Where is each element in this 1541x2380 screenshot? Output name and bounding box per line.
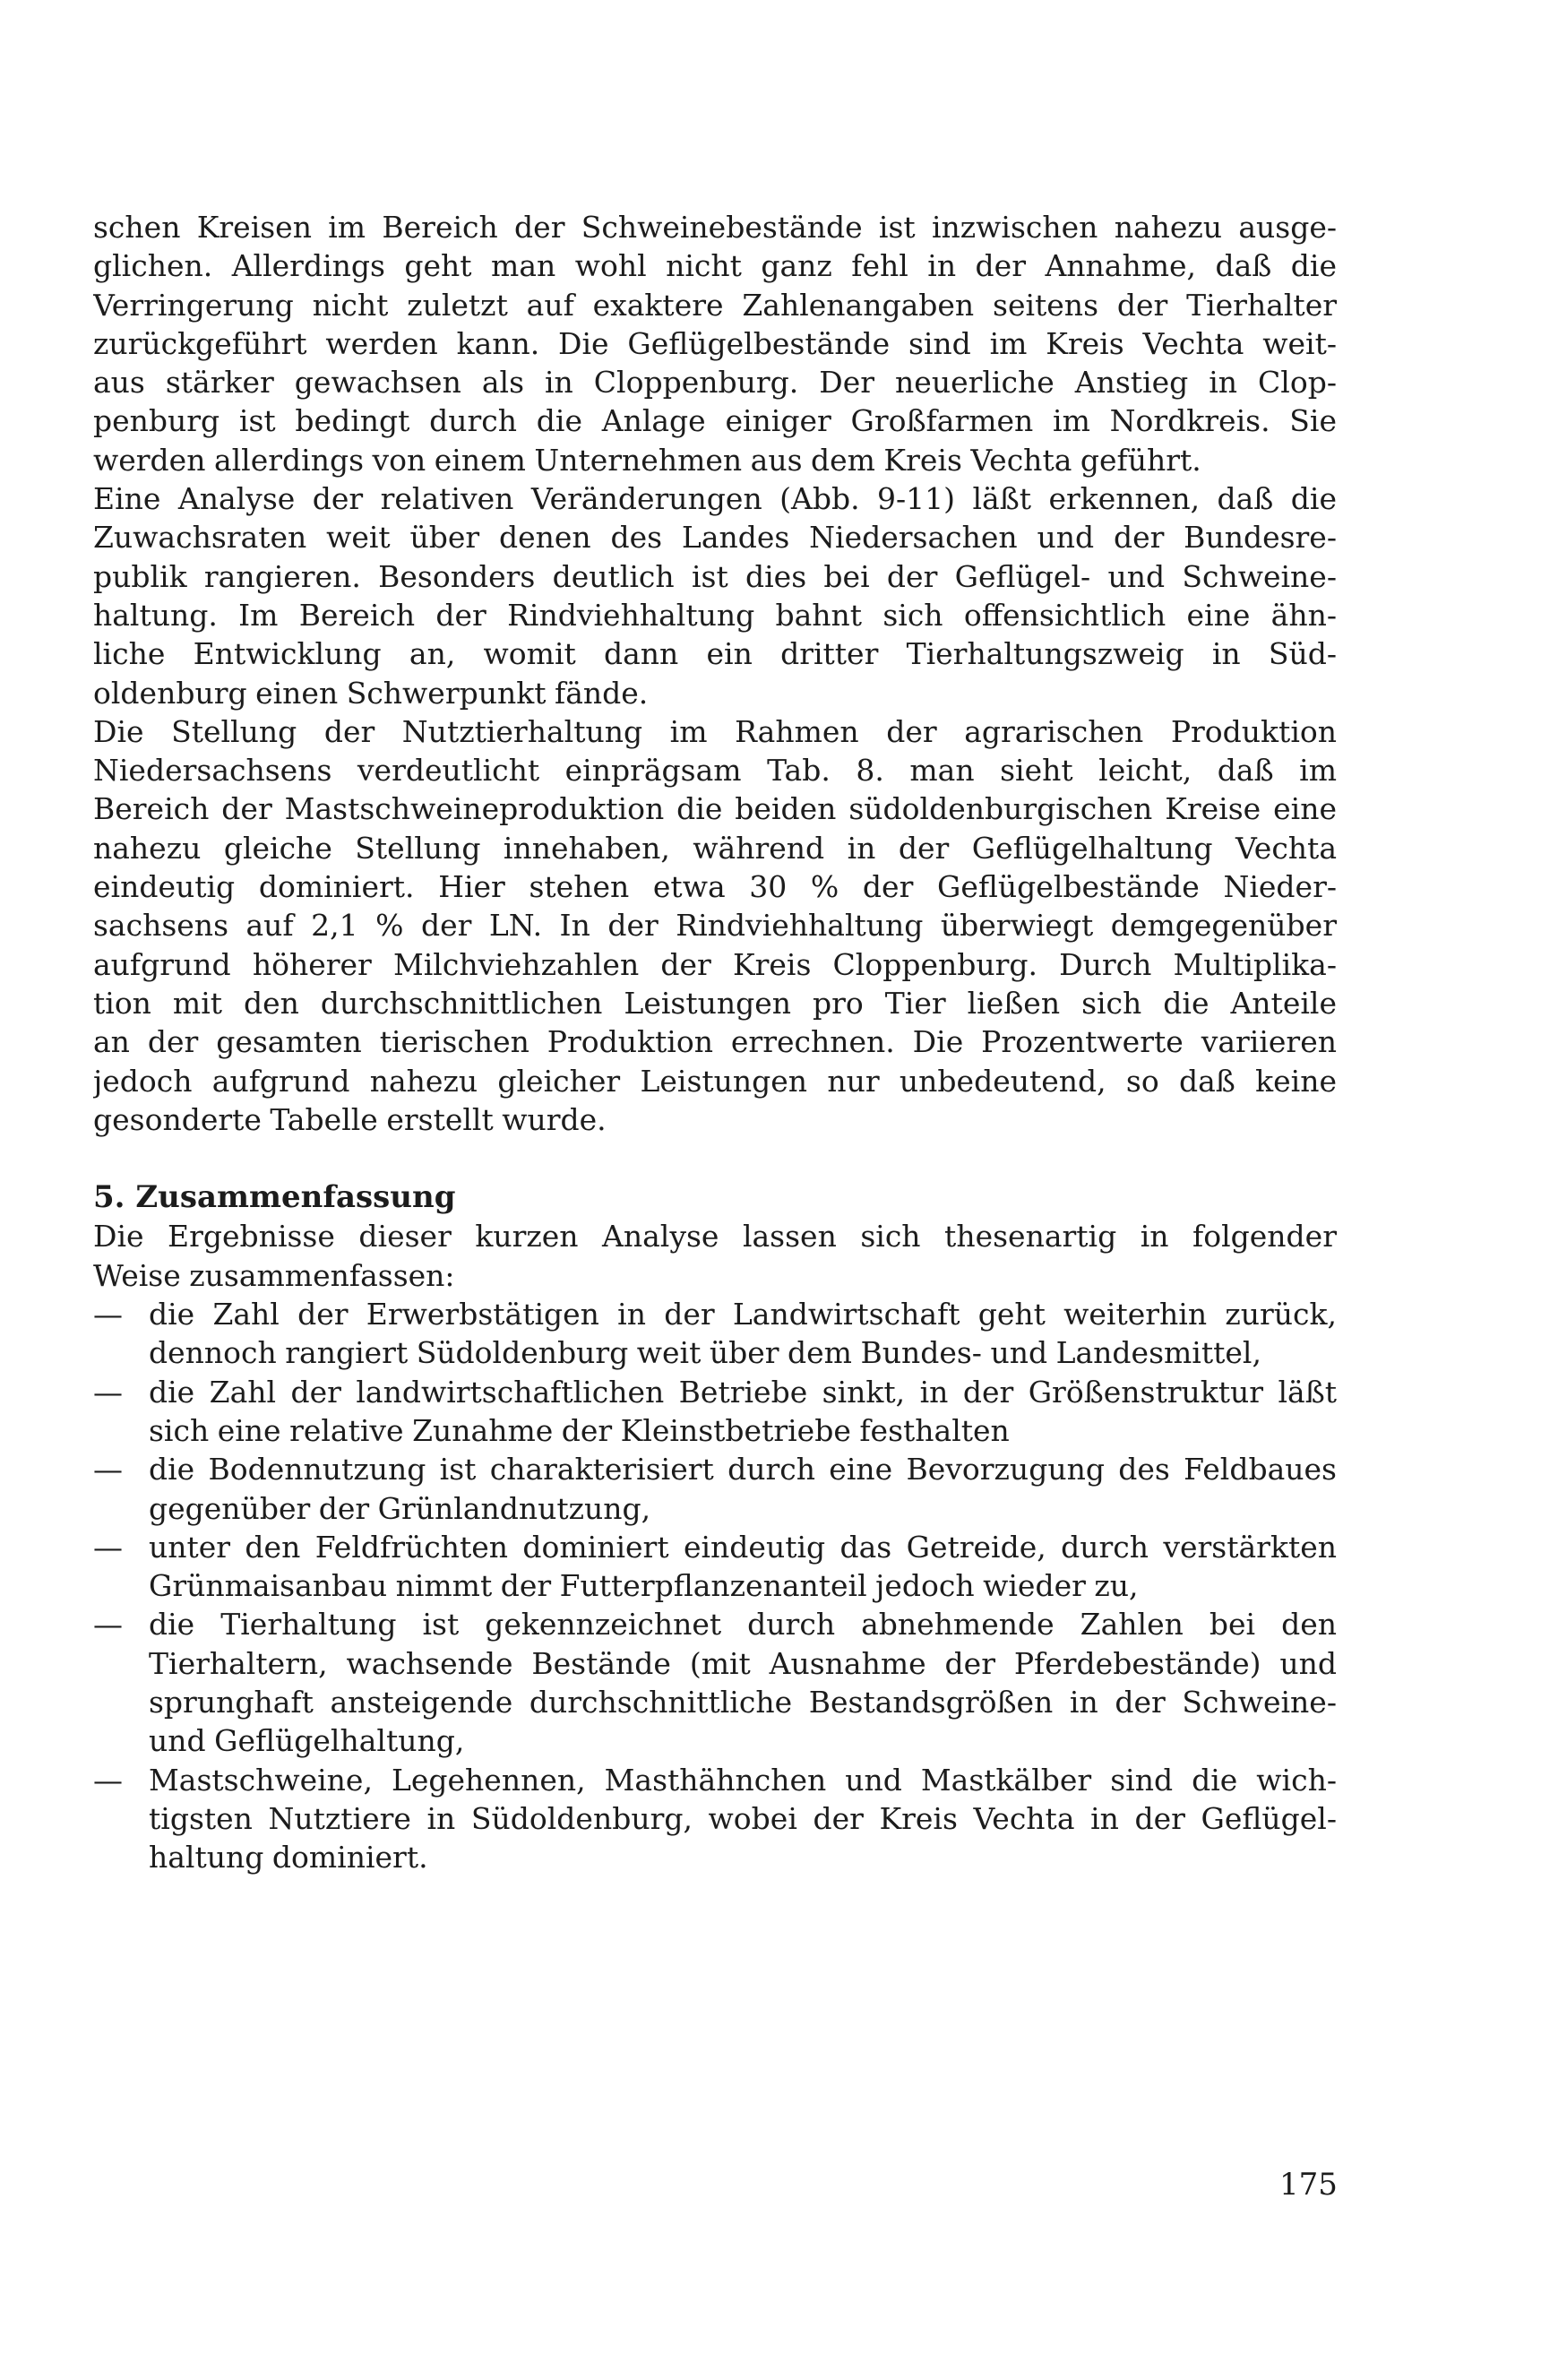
text-line: Die Ergebnisse dieser kurzen Analyse lassen sich thesenartig in folgender: [93, 1219, 1337, 1255]
text-line: penburg ist bedingt durch die Anlage einiger Großfarmen im Nordkreis. Sie: [93, 403, 1337, 439]
list-item: [93, 1373, 1337, 1451]
text-line: sprunghaft ansteigende durchschnittliche Bestandsgrößen in der Schweine-: [149, 1684, 1337, 1720]
text-line: eindeutig dominiert. Hier stehen etwa 30 % der Geflügelbestände Nieder-: [93, 869, 1337, 905]
text-line: Eine Analyse der relativen Veränderungen (Abb. 9-11) läßt erkennen, daß die: [93, 481, 1337, 517]
text-line: gegenüber der Grünlandnutzung,: [149, 1490, 651, 1526]
paragraph-3: [93, 712, 1337, 1139]
text-line: Weise zusammenfassen:: [93, 1257, 455, 1293]
text-line: aus stärker gewachsen als in Cloppenburg. Der neuerliche Anstieg in Clop-: [93, 365, 1337, 401]
text-line: sachsens auf 2,1 % der LN. In der Rindviehhaltung überwiegt demgegenüber: [93, 908, 1337, 944]
list-item: [93, 1761, 1337, 1877]
text-line: jedoch aufgrund nahezu gleicher Leistungen nur unbedeutend, so daß keine: [93, 1063, 1337, 1099]
list-item: [93, 1450, 1337, 1528]
list-item: [93, 1295, 1337, 1373]
dash-bullet-icon: —: [93, 1529, 123, 1565]
text-line: Mastschweine, Legehennen, Masthähnchen und Mastkälber sind die wich-: [149, 1762, 1337, 1798]
text-line: die Zahl der landwirtschaftlichen Betriebe sinkt, in der Größenstruktur läßt: [149, 1374, 1337, 1410]
text-line: Tierhaltern, wachsende Bestände (mit Ausnahme der Pferdebestände) und: [149, 1645, 1337, 1681]
text-line: Verringerung nicht zuletzt auf exaktere Zahlenangaben seitens der Tierhalter: [93, 287, 1337, 323]
text-line: unter den Feldfrüchten dominiert eindeutig das Getreide, durch verstärkten: [149, 1529, 1337, 1565]
text-line: sich eine relative Zunahme der Kleinstbetriebe festhalten: [149, 1412, 1010, 1448]
text-line: publik rangieren. Besonders deutlich ist dies bei der Geflügel- und Schweine-: [93, 558, 1337, 594]
text-line: tion mit den durchschnittlichen Leistungen pro Tier ließen sich die Anteile: [93, 985, 1337, 1021]
text-line: dennoch rangiert Südoldenburg weit über dem Bundes- und Landesmittel,: [149, 1335, 1261, 1371]
text-line: Bereich der Mastschweineproduktion die beiden südoldenburgischen Kreise eine: [93, 791, 1337, 827]
text-line: aufgrund höherer Milchviehzahlen der Kreis Cloppenburg. Durch Multiplika-: [93, 946, 1337, 982]
text-line: schen Kreisen im Bereich der Schweinebestände ist inzwischen nahezu ausge-: [93, 210, 1337, 245]
text-line: die Zahl der Erwerbstätigen in der Landwirtschaft geht weiterhin zurück,: [149, 1297, 1337, 1332]
text-line: an der gesamten tierischen Produktion errechnen. Die Prozentwerte variieren: [93, 1024, 1337, 1060]
text-line: nahezu gleiche Stellung innehaben, während in der Geflügelhaltung Vechta: [93, 830, 1337, 866]
text-line: Niedersachsens verdeutlicht einprägsam Tab. 8. man sieht leicht, daß im: [93, 753, 1337, 789]
section-heading: 5. Zusammenfassung: [93, 1179, 456, 1216]
text-line: liche Entwicklung an, womit dann ein dritter Tierhaltungszweig in Süd-: [93, 636, 1337, 672]
text-line: Zuwachsraten weit über denen des Landes Niedersachen und der Bundesre-: [93, 520, 1337, 556]
list-item: [93, 1528, 1337, 1606]
text-line: und Geflügelhaltung,: [149, 1723, 465, 1759]
dash-bullet-icon: —: [93, 1762, 123, 1798]
dash-bullet-icon: —: [93, 1452, 123, 1488]
dash-bullet-icon: —: [93, 1607, 123, 1643]
text-line: gesonderte Tabelle erstellt wurde.: [93, 1101, 607, 1137]
text-line: die Bodennutzung ist charakterisiert durch eine Bevorzugung des Feldbaues: [149, 1452, 1337, 1488]
paragraph-1: [93, 208, 1337, 479]
section-spacer: [93, 1139, 1337, 1178]
dash-bullet-icon: —: [93, 1374, 123, 1410]
section-intro: [93, 1217, 1337, 1295]
text-line: die Tierhaltung ist gekennzeichnet durch abnehmende Zahlen bei den: [149, 1607, 1337, 1643]
text-line: glichen. Allerdings geht man wohl nicht ganz fehl in der Annahme, daß die: [93, 248, 1337, 284]
text-line: haltung. Im Bereich der Rindviehhaltung bahnt sich offensichtlich eine ähn-: [93, 597, 1337, 633]
text-line: zurückgeführt werden kann. Die Geflügelbestände sind im Kreis Vechta weit-: [93, 325, 1337, 361]
text-line: Die Stellung der Nutztierhaltung im Rahmen der agrarischen Produktion: [93, 713, 1337, 749]
page-body: [93, 208, 1337, 1876]
text-line: oldenburg einen Schwerpunkt fände.: [93, 675, 649, 711]
paragraph-2: [93, 479, 1337, 712]
text-line: haltung dominiert.: [149, 1840, 428, 1876]
dash-bullet-icon: —: [93, 1297, 123, 1332]
list-item: [93, 1605, 1337, 1760]
text-line: Grünmaisanbau nimmt der Futterpflanzenanteil jedoch wieder zu,: [149, 1568, 1139, 1604]
text-line: tigsten Nutztiere in Südoldenburg, wobei der Kreis Vechta in der Geflügel-: [149, 1800, 1337, 1836]
page-number: 175: [1279, 2167, 1338, 2203]
text-line: werden allerdings von einem Unternehmen aus dem Kreis Vechta geführt.: [93, 442, 1201, 478]
